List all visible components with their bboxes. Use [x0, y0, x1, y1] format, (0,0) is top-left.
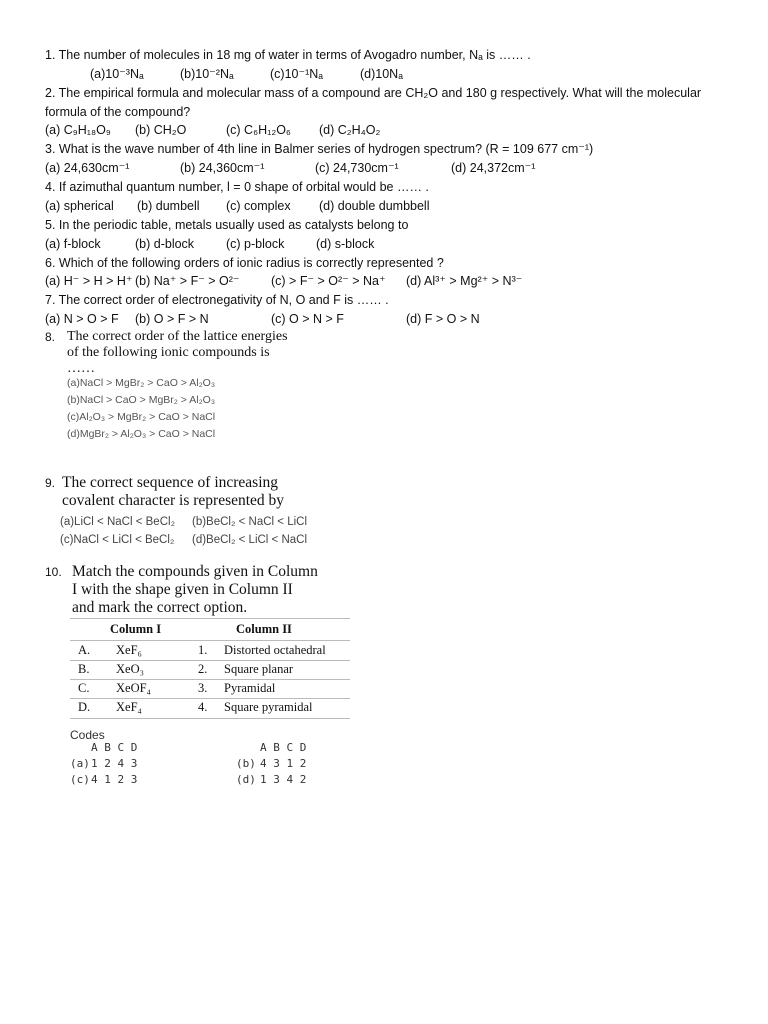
code-b-label: (b)	[236, 757, 256, 770]
table-row-a-num: 1.	[198, 643, 208, 657]
table-row-c-letter: C.	[78, 681, 90, 695]
q8-option-c: (c)Al₂O₃ > MgBr₂ > CaO > NaCl	[67, 411, 216, 423]
table-row-b-shape: Square planar	[224, 662, 294, 676]
q8-text-line3: ……	[67, 361, 95, 376]
q4-option-c: (c) complex	[226, 199, 291, 213]
q10-number: 10.	[45, 565, 62, 579]
code-c-label: (c)	[70, 773, 90, 786]
q8-option-d: (d)MgBr₂ > Al₂O₃ > CaO > NaCl	[67, 428, 216, 440]
table-row-c-compound: XeOF₄	[116, 681, 151, 695]
question-3-text: 3. What is the wave number of 4th line in Balmer series of hydrogen spectrum? (R = 109 677 cm⁻¹)	[45, 142, 594, 156]
table-row-d-shape: Square pyramidal	[224, 700, 313, 714]
q9-option-b: (b)BeCl₂ < NaCl < LiCl	[192, 516, 308, 528]
q2-option-d: (d) C₂H₄O₂	[319, 123, 381, 137]
table-row-b-num: 2.	[198, 662, 208, 676]
table-row-b-letter: B.	[78, 662, 90, 676]
q8-text-line2: of the following ionic compounds is	[67, 345, 270, 360]
q6-option-a: (a) H⁻ > H > H⁺	[45, 274, 133, 288]
table-row-a-compound: XeF₆	[116, 643, 142, 657]
q4-option-b: (b) dumbell	[137, 199, 200, 213]
q3-option-b: (b) 24,360cm⁻¹	[180, 161, 265, 175]
q9-text-line2: covalent character is represented by	[62, 492, 285, 509]
question-1-text: 1. The number of molecules in 18 mg of water in terms of Avogadro number, Nₐ is …… .	[45, 48, 531, 62]
table-row-d-compound: XeF₄	[116, 700, 142, 714]
q1-option-a: (a)10⁻³Nₐ	[90, 67, 144, 81]
question-5-text: 5. In the periodic table, metals usually used as catalysts belong to	[45, 218, 409, 232]
table-row-d-num: 4.	[198, 700, 208, 714]
table-row-b-compound: XeO₃	[116, 662, 144, 676]
q6-option-c: (c) > F⁻ > O²⁻ > Na⁺	[271, 274, 386, 288]
question-7-text: 7. The correct order of electronegativity of N, O and F is …… .	[45, 293, 389, 307]
q1-option-c: (c)10⁻¹Nₐ	[270, 67, 323, 81]
q10-text-line1: Match the compounds given in Column	[72, 563, 318, 580]
question-2-options	[45, 122, 728, 138]
code-d-label: (d)	[236, 773, 256, 786]
table-header-column-1: Column I	[110, 622, 162, 636]
table-header-column-2: Column II	[236, 622, 292, 636]
codes-label: Codes	[70, 728, 105, 742]
table-row-rule	[70, 660, 350, 661]
q4-option-d: (d) double dumbbell	[319, 199, 430, 213]
code-b-values: 4 3 1 2	[260, 757, 307, 770]
table-row-d-letter: D.	[78, 700, 91, 714]
code-a-values: 1 2 4 3	[91, 757, 138, 770]
q9-option-d: (d)BeCl₂ < LiCl < NaCl	[192, 534, 308, 546]
question-6-options	[45, 273, 728, 289]
codes-header-right: A B C D	[260, 741, 307, 754]
q7-option-a: (a) N > O > F	[45, 312, 119, 326]
question-2-text-line1: 2. The empirical formula and molecular mass of a compound are CH₂O and 180 g respectively. What will the molecular	[45, 86, 702, 100]
q9-option-a: (a)LiCl < NaCl < BeCl₂	[60, 516, 176, 528]
q5-option-b: (b) d-block	[135, 237, 195, 251]
q5-option-d: (d) s-block	[316, 237, 375, 251]
q2-option-a: (a) C₉H₁₈O₉	[45, 123, 111, 137]
q9-option-c: (c)NaCl < LiCl < BeCl₂	[60, 534, 175, 546]
q7-option-d: (d) F > O > N	[406, 312, 480, 326]
table-row-a-letter: A.	[78, 643, 91, 657]
question-2-text-line2: formula of the compound?	[45, 105, 191, 119]
q1-option-b: (b)10⁻²Nₐ	[180, 67, 234, 81]
q8-number: 8.	[45, 330, 56, 344]
q3-option-d: (d) 24,372cm⁻¹	[451, 161, 536, 175]
q5-option-a: (a) f-block	[45, 237, 101, 251]
q10-text-line3: and mark the correct option.	[72, 599, 248, 616]
q10-text-line2: I with the shape given in Column II	[72, 581, 293, 598]
code-c-values: 4 1 2 3	[91, 773, 138, 786]
q8-text-line1: The correct order of the lattice energies	[67, 329, 288, 344]
q8-option-b: (b)NaCl > CaO > MgBr₂ > Al₂O₃	[67, 394, 216, 406]
table-row-rule	[70, 679, 350, 680]
q7-option-c: (c) O > N > F	[271, 312, 344, 326]
question-1-options	[45, 66, 728, 82]
q9-number: 9.	[45, 476, 56, 490]
q2-option-c: (c) C₆H₁₂O₆	[226, 123, 291, 137]
table-row-c-shape: Pyramidal	[224, 681, 276, 695]
codes-header-left: A B C D	[91, 741, 138, 754]
question-3-options	[45, 160, 728, 176]
table-top-rule	[70, 618, 350, 619]
question-5-options	[45, 236, 728, 252]
q2-option-b: (b) CH₂O	[135, 123, 187, 137]
q1-option-d: (d)10Nₐ	[360, 67, 403, 81]
code-a-label: (a)	[70, 757, 90, 770]
question-4-text: 4. If azimuthal quantum number, l = 0 shape of orbital would be …… .	[45, 180, 429, 194]
table-header-rule	[70, 640, 350, 641]
q5-option-c: (c) p-block	[226, 237, 285, 251]
table-bottom-rule	[70, 718, 350, 719]
q4-option-a: (a) spherical	[45, 199, 114, 213]
table-row-a-shape: Distorted octahedral	[224, 643, 326, 657]
q3-option-c: (c) 24,730cm⁻¹	[315, 161, 399, 175]
q3-option-a: (a) 24,630cm⁻¹	[45, 161, 130, 175]
question-4-options	[45, 198, 728, 214]
question-6-text: 6. Which of the following orders of ionic radius is correctly represented ?	[45, 256, 444, 270]
q6-option-d: (d) Al³⁺ > Mg²⁺ > N³⁻	[406, 274, 523, 288]
q6-option-b: (b) Na⁺ > F⁻ > O²⁻	[135, 274, 240, 288]
q8-option-a: (a)NaCl > MgBr₂ > CaO > Al₂O₃	[67, 377, 216, 389]
table-row-rule	[70, 698, 350, 699]
q7-option-b: (b) O > F > N	[135, 312, 209, 326]
table-row-c-num: 3.	[198, 681, 208, 695]
question-7-options	[45, 311, 728, 327]
q9-text-line1: The correct sequence of increasing	[62, 474, 279, 491]
code-d-values: 1 3 4 2	[260, 773, 307, 786]
